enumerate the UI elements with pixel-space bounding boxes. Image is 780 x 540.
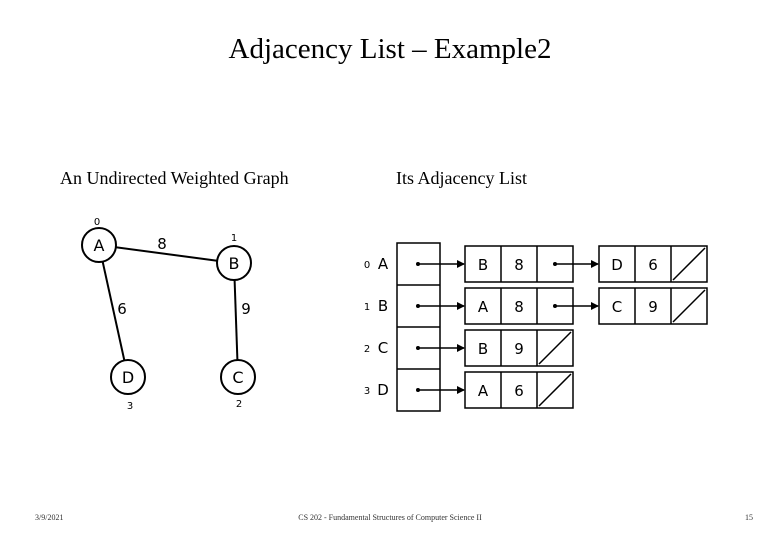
list-node-vertex: B: [477, 340, 489, 358]
row-index: 0: [363, 260, 371, 271]
list-node: [599, 246, 707, 282]
row-index: 3: [363, 386, 371, 397]
list-node-weight: 9: [648, 298, 658, 316]
graph-node-a-label: A: [93, 236, 105, 255]
row-index: 1: [363, 302, 371, 313]
graph-node-d-label: D: [121, 368, 135, 387]
graph-node-a-index: 0: [93, 217, 101, 228]
row-vertex: B: [377, 297, 389, 315]
footer-course: CS 202 - Fundamental Structures of Computer Science II: [298, 513, 482, 522]
graph-node-b-index: 1: [230, 233, 238, 244]
list-caption: Its Adjacency List: [396, 168, 527, 188]
list-node: [599, 288, 707, 324]
list-node-weight: 6: [514, 382, 524, 400]
edge-weight-b-c: 9: [241, 300, 251, 318]
footer-page-number: 15: [745, 513, 753, 522]
graph-node-b-label: B: [228, 254, 240, 273]
adjacency-row: [364, 372, 573, 408]
row-vertex: A: [377, 255, 389, 273]
graph-node-d-index: 3: [126, 401, 134, 412]
row-index: 2: [363, 344, 371, 355]
list-node-vertex: A: [477, 382, 489, 400]
graph-node-c-index: 2: [235, 399, 243, 410]
edge-weight-a-d: 6: [117, 300, 127, 318]
list-node-vertex: A: [477, 298, 489, 316]
adjacency-list: [364, 243, 707, 411]
graph: [82, 217, 255, 412]
edge-weight-a-b: 8: [157, 235, 167, 253]
graph-caption: An Undirected Weighted Graph: [60, 168, 289, 188]
list-node-weight: 8: [514, 298, 524, 316]
list-node-vertex: D: [611, 256, 623, 274]
list-node: [465, 330, 573, 366]
row-vertex: C: [377, 339, 389, 357]
list-node-weight: 6: [648, 256, 658, 274]
list-node-vertex: C: [611, 298, 623, 316]
list-node-weight: 9: [514, 340, 524, 358]
adjacency-row: [364, 330, 573, 366]
graph-node-c-label: C: [232, 368, 244, 387]
list-node: [465, 372, 573, 408]
slide-title: Adjacency List – Example2: [228, 33, 552, 65]
row-vertex: D: [377, 381, 389, 399]
list-node-vertex: B: [477, 256, 489, 274]
footer-date: 3/9/2021: [35, 513, 64, 522]
list-node-weight: 8: [514, 256, 524, 274]
